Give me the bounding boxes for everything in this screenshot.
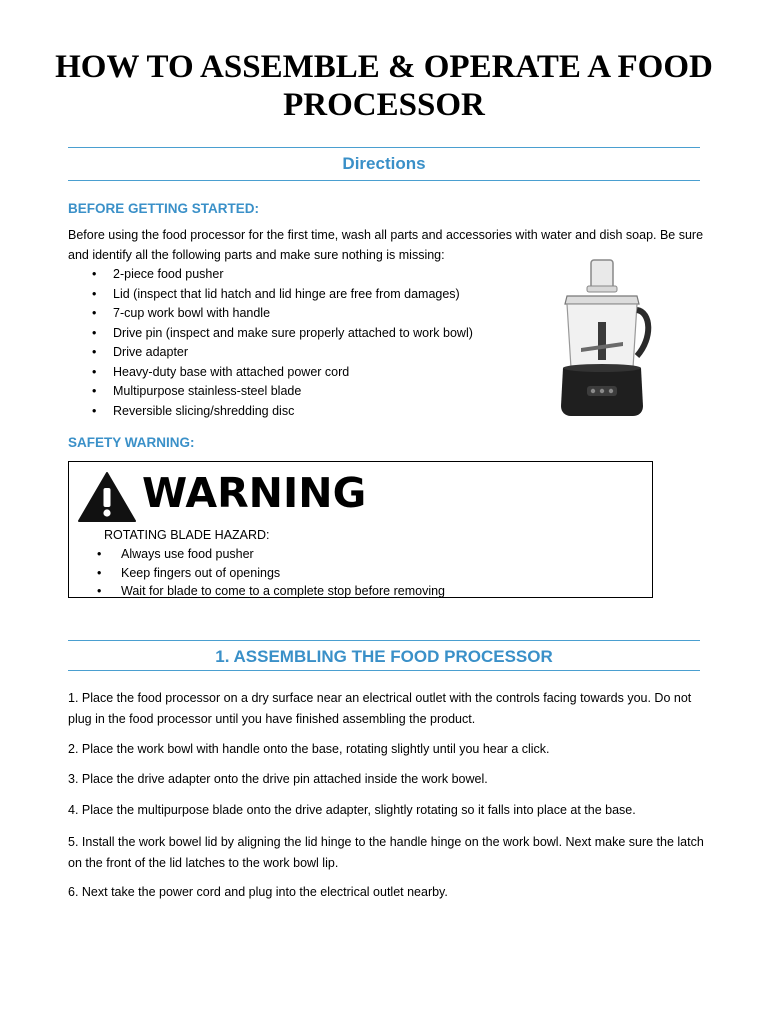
parts-list bbox=[92, 265, 473, 421]
warning-box bbox=[68, 461, 653, 598]
list-item: • 7-cup work bowl with handle bbox=[92, 304, 473, 324]
list-item: • Drive adapter bbox=[92, 343, 473, 363]
assembly-heading: 1. ASSEMBLING THE FOOD PROCESSOR bbox=[215, 647, 553, 666]
assembly-step-3: 3. Place the drive adapter onto the drive pin attached inside the work bowel. bbox=[68, 772, 488, 786]
assembly-step-5: 5. Install the work bowel lid by aligning the lid hinge to the handle hinge on the work bowl. Next make sure the latch on the front of the lid latches to the work bowl lip. bbox=[68, 835, 704, 870]
warning-icon bbox=[78, 471, 136, 523]
list-item: • Drive pin (inspect and make sure properly attached to work bowl) bbox=[92, 324, 473, 344]
page-title: HOW TO ASSEMBLE & OPERATE A FOOD PROCESSOR bbox=[55, 49, 713, 123]
food-processor-image bbox=[553, 256, 653, 420]
hazard-list bbox=[97, 545, 445, 601]
divider bbox=[68, 640, 700, 641]
list-item: • Heavy-duty base with attached power cord bbox=[92, 363, 473, 383]
list-item: • Multipurpose stainless-steel blade bbox=[92, 382, 473, 402]
divider bbox=[68, 147, 700, 148]
list-item: • Reversible slicing/shredding disc bbox=[92, 402, 473, 422]
before-intro: Before using the food processor for the first time, wash all parts and accessories with water and dish soap. Be sure and identify all the following parts and make sure nothing is missing: bbox=[68, 228, 704, 262]
directions-heading: Directions bbox=[342, 154, 426, 173]
safety-heading: SAFETY WARNING: bbox=[68, 435, 195, 450]
list-item: • Always use food pusher bbox=[97, 545, 445, 564]
hazard-title: ROTATING BLADE HAZARD: bbox=[104, 528, 270, 542]
before-heading: BEFORE GETTING STARTED: bbox=[68, 201, 259, 216]
assembly-step-4: 4. Place the multipurpose blade onto the drive adapter, slightly rotating so it falls into place at the base. bbox=[68, 803, 636, 817]
warning-label: WARNING bbox=[142, 469, 367, 517]
list-item: • 2-piece food pusher bbox=[92, 265, 473, 285]
assembly-step-2: 2. Place the work bowl with handle onto the base, rotating slightly until you hear a click. bbox=[68, 742, 550, 756]
assembly-step-6: 6. Next take the power cord and plug into the electrical outlet nearby. bbox=[68, 885, 448, 899]
list-item: • Wait for blade to come to a complete stop before removing bbox=[97, 582, 445, 601]
list-item: • Keep fingers out of openings bbox=[97, 564, 445, 583]
divider bbox=[68, 180, 700, 181]
assembly-step-1: 1. Place the food processor on a dry surface near an electrical outlet with the controls facing towards you. Do not plug in the food processor until you have finished assembling the product. bbox=[68, 691, 692, 726]
list-item: • Lid (inspect that lid hatch and lid hinge are free from damages) bbox=[92, 285, 473, 305]
divider bbox=[68, 670, 700, 671]
